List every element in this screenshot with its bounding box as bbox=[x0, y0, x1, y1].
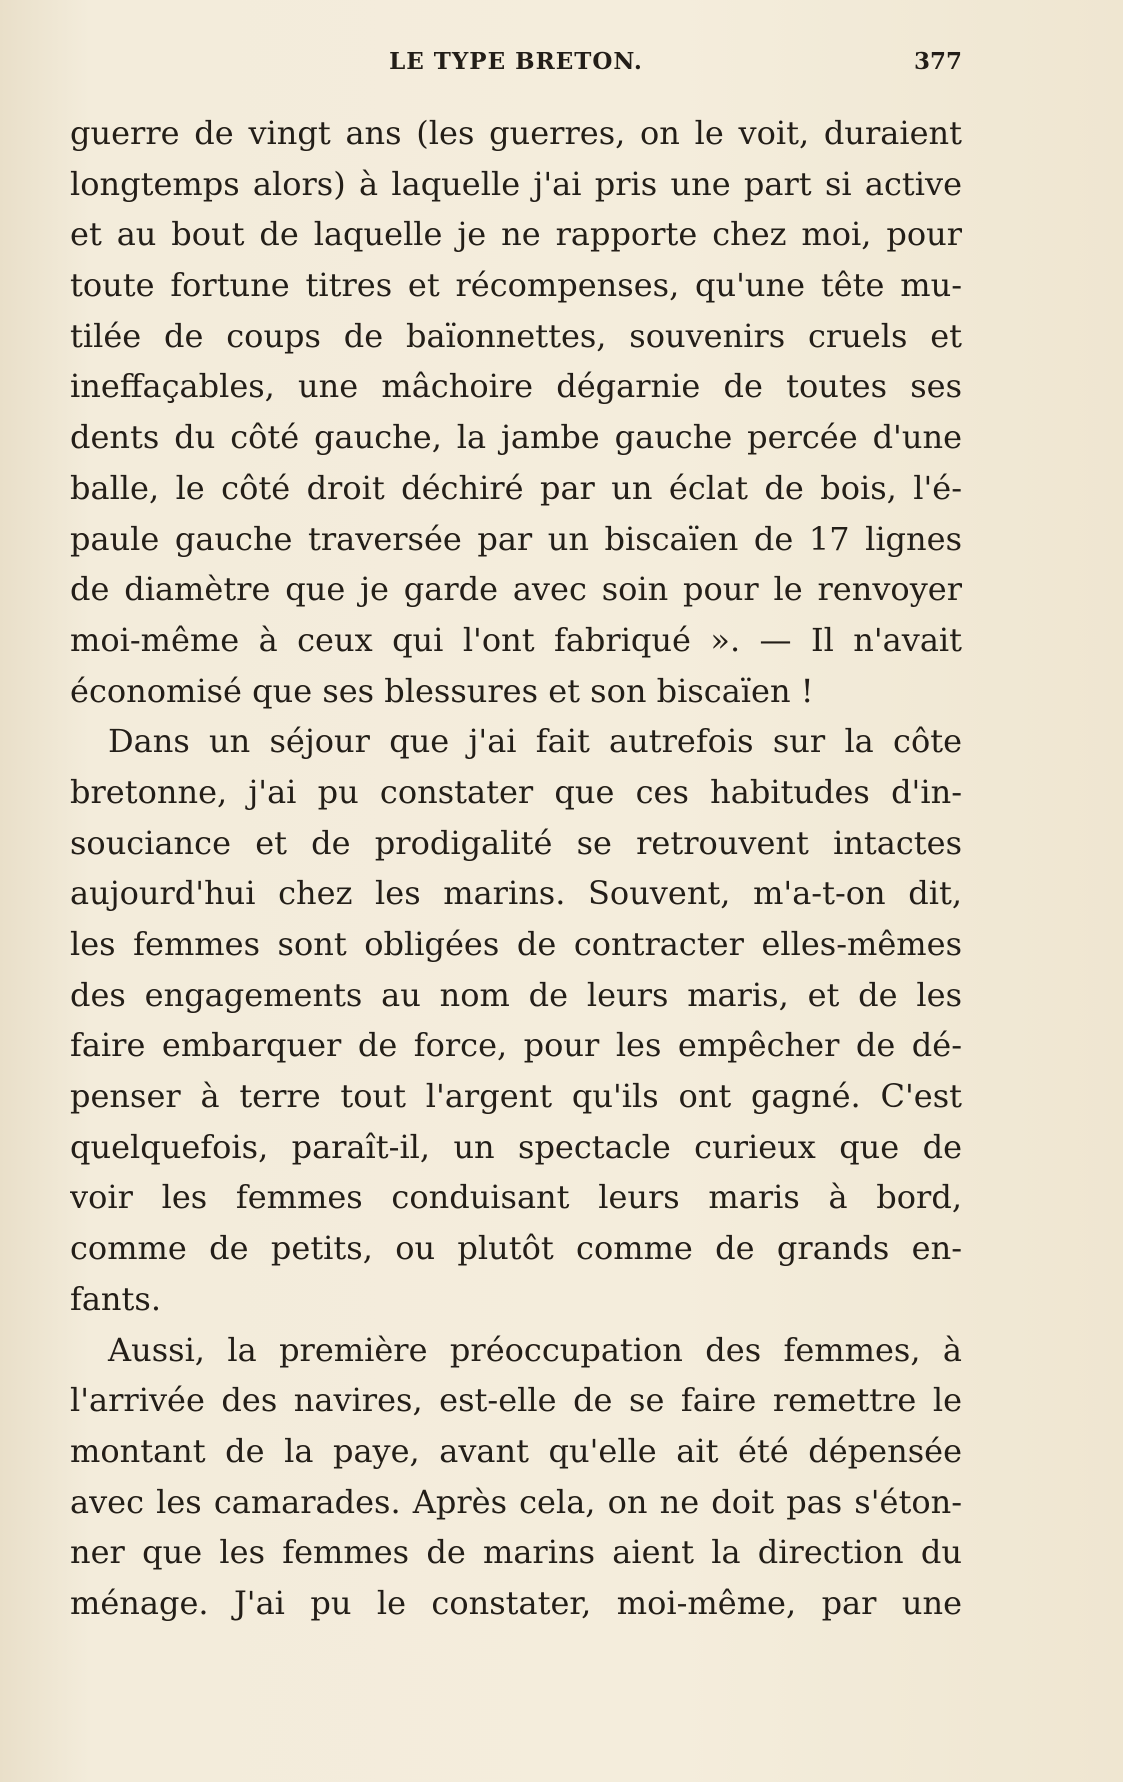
text-line: longtemps alors) à laquelle j'ai pris une part si active bbox=[70, 164, 962, 203]
page-number: 377 bbox=[913, 48, 962, 75]
text-line: guerre de vingt ans (les guerres, on le voit, duraient bbox=[70, 114, 962, 152]
text-line: paule gauche traversée par un biscaïen de 17 lignes bbox=[70, 519, 962, 558]
text-line: bretonne, j'ai pu constater que ces habitudes d'in- bbox=[70, 772, 962, 811]
paragraph-end-line: fants. bbox=[70, 1279, 161, 1318]
body-text bbox=[70, 108, 962, 1629]
text-line: balle, le côté droit déchiré par un éclat de bois, l'é- bbox=[70, 468, 962, 507]
text-line: avec les camarades. Après cela, on ne doit pas s'éton- bbox=[70, 1482, 962, 1521]
text-line: l'arrivée des navires, est-elle de se faire remettre le bbox=[70, 1381, 962, 1420]
text-line: dents du côté gauche, la jambe gauche percée d'une bbox=[70, 418, 962, 457]
text-line: montant de la paye, avant qu'elle ait été dépensée bbox=[70, 1431, 962, 1470]
text-line: aujourd'hui chez les marins. Souvent, m'a-t-on dit, bbox=[70, 874, 962, 913]
paragraph-first-line: Aussi, la première préoccupation des femmes, à bbox=[108, 1330, 962, 1369]
text-line: de diamètre que je garde avec soin pour le renvoyer bbox=[70, 570, 962, 609]
text-line: moi-même à ceux qui l'ont fabriqué ». — Il n'avait bbox=[70, 620, 962, 659]
text-line: toute fortune titres et récompenses, qu'une tête mu- bbox=[70, 266, 962, 305]
text-line: faire embarquer de force, pour les empêcher de dé- bbox=[70, 1026, 962, 1065]
text-line: les femmes sont obligées de contracter elles-mêmes bbox=[70, 925, 962, 963]
text-line: et au bout de laquelle je ne rapporte chez moi, pour bbox=[70, 215, 962, 254]
running-title: LE TYPE BRETON. bbox=[389, 48, 643, 75]
text-line: souciance et de prodigalité se retrouvent intactes bbox=[70, 823, 962, 862]
text-line: quelquefois, paraît-il, un spectacle curieux que de bbox=[70, 1127, 962, 1166]
text-line: penser à terre tout l'argent qu'ils ont gagné. C'est bbox=[70, 1077, 962, 1116]
text-line: ménage. J'ai pu le constater, moi-même, par une bbox=[70, 1583, 962, 1622]
running-head bbox=[70, 44, 962, 84]
paragraph-first-line: Dans un séjour que j'ai fait autrefois sur la côte bbox=[108, 722, 962, 761]
text-line: voir les femmes conduisant leurs maris à bord, bbox=[70, 1178, 962, 1217]
text-line: ineffaçables, une mâchoire dégarnie de toutes ses bbox=[70, 367, 962, 406]
text-line: comme de petits, ou plutôt comme de grands en- bbox=[70, 1229, 962, 1268]
text-line: tilée de coups de baïonnettes, souvenirs cruels et bbox=[70, 316, 962, 355]
text-line: ner que les femmes de marins aient la direction du bbox=[70, 1533, 962, 1572]
paragraph-end-line: économisé que ses blessures et son biscaïen ! bbox=[70, 671, 814, 710]
text-line: des engagements au nom de leurs maris, et de les bbox=[70, 975, 962, 1014]
